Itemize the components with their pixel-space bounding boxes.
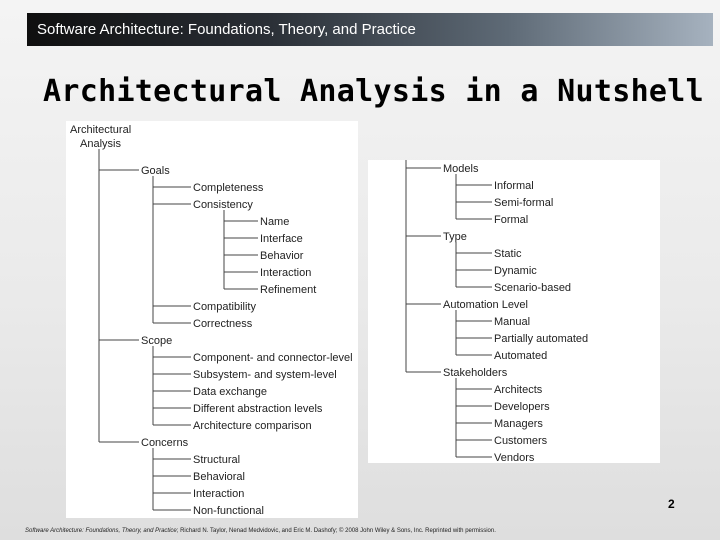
slide-title: Architectural Analysis in a Nutshell: [43, 74, 705, 109]
footer-credit: ; Richard N. Taylor, Nenad Medvidovic, and Eric M. Dashofy; © 2008 John Wiley & Sons, Inc. Reprinted with permission.: [176, 528, 496, 534]
node-semi-formal: Semi-formal: [494, 197, 554, 209]
node-formal: Formal: [494, 214, 529, 226]
node-structural: Structural: [193, 454, 241, 466]
node-type: Type: [443, 231, 467, 243]
left-tree-diagram: [66, 121, 358, 518]
node-goals: Goals: [141, 165, 170, 177]
footer-citation: [25, 528, 496, 534]
node-models: Models: [443, 163, 479, 175]
node-behavior: Behavior: [260, 250, 304, 262]
page-number: 2: [668, 497, 675, 511]
node-automation-level: Automation Level: [443, 299, 528, 311]
node-dynamic: Dynamic: [494, 265, 537, 277]
root-label-line-1: Architectural: [70, 124, 132, 136]
right-tree-diagram: [368, 160, 660, 463]
node-compatibility: Compatibility: [193, 301, 256, 313]
analysis-tree-left: [66, 121, 358, 518]
node-static: Static: [494, 248, 522, 260]
node-completeness: Completeness: [193, 182, 264, 194]
footer-book-title: Software Architecture: Foundations, Theory, and Practice: [25, 528, 177, 534]
node-different-abstraction-levels: Different abstraction levels: [193, 403, 323, 415]
root-label-line-2: Analysis: [80, 138, 121, 150]
node-architecture-comparison: Architecture comparison: [193, 420, 312, 432]
node-data-exchange: Data exchange: [193, 386, 267, 398]
node-scope: Scope: [141, 335, 173, 347]
node-developers: Developers: [494, 401, 550, 413]
node-non-functional: Non-functional: [193, 505, 264, 517]
node-managers: Managers: [494, 418, 543, 430]
node-architects: Architects: [494, 384, 543, 396]
node-correctness: Correctness: [193, 318, 253, 330]
node-subsystem-and-system-level: Subsystem- and system-level: [193, 369, 337, 381]
node-automated: Automated: [494, 350, 548, 362]
node-manual: Manual: [494, 316, 531, 328]
node-partially-automated: Partially automated: [494, 333, 589, 345]
node-informal: Informal: [494, 180, 534, 192]
analysis-tree-right: [368, 160, 660, 463]
slide-header: [27, 13, 713, 46]
node-component-and-connector-level: Component- and connector-level: [193, 352, 353, 364]
node-consistency: Consistency: [193, 199, 253, 211]
node-interface: Interface: [260, 233, 303, 245]
node-interaction: Interaction: [193, 488, 245, 500]
node-interaction: Interaction: [260, 267, 312, 279]
node-name: Name: [260, 216, 290, 228]
node-stakeholders: Stakeholders: [443, 367, 508, 379]
node-concerns: Concerns: [141, 437, 189, 449]
header-text: Software Architecture: Foundations, Theory, and Practice: [37, 21, 416, 38]
node-customers: Customers: [494, 435, 548, 447]
node-vendors: Vendors: [494, 452, 535, 464]
node-scenario-based: Scenario-based: [494, 282, 572, 294]
node-refinement: Refinement: [260, 284, 317, 296]
node-behavioral: Behavioral: [193, 471, 245, 483]
